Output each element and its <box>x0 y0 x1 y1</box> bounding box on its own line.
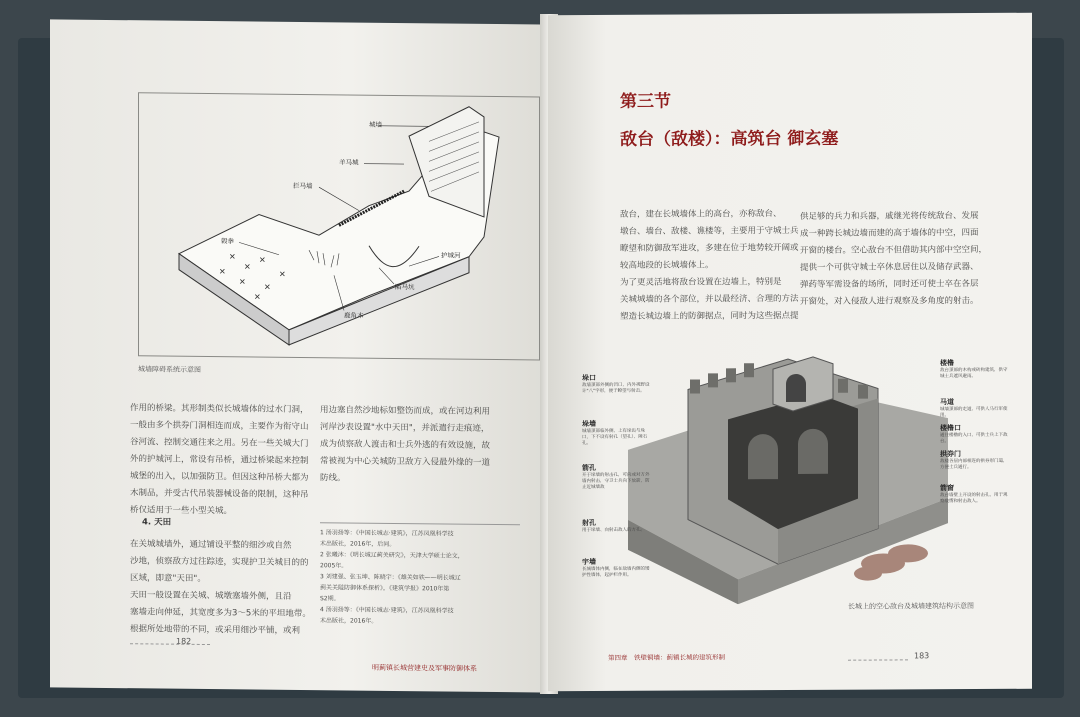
diagram-label-title: 宇墙 <box>582 558 596 567</box>
diagram-label-title: 箭窗 <box>940 484 954 493</box>
right-page <box>548 13 1032 692</box>
diagram-label-desc: 通往楼橹的入口，可供士兵上下敌台。 <box>940 432 1008 445</box>
diagram-label-desc: 用于垛墙、向射击敌人的方孔。 <box>582 527 645 534</box>
section-subtitle: 敌台（敌楼）：高筑台 御玄塞 <box>620 128 839 150</box>
running-footer-right: 第四章 铁壁铜墙：蓟镇长城的建筑形制 <box>608 653 725 662</box>
text-line: 墩台、墙台、敌楼、谯楼等，主要用于守城士兵 <box>620 225 799 237</box>
text-line: 用边塞自然沙地标如整饬而成，或在河边利用 <box>320 405 491 417</box>
label-outer-wall: 羊马城 <box>339 158 359 167</box>
text-line: 术出版社，2016年。 <box>320 617 378 625</box>
text-line: 敌台，建在长城墙体上的高台，亦称敌台、 <box>620 209 782 220</box>
svg-text:✕: ✕ <box>264 282 271 292</box>
text-line: 区域，即意"天田"。 <box>130 573 206 585</box>
diagram-label-desc: 城墙顶部的走道，可供人马行军使用。 <box>940 406 1008 419</box>
text-line: 3 刘建强、张玉坤、陈晓宇：《雄关如铁——明长城辽 <box>320 573 461 582</box>
label-horse-barrier: 拦马墙 <box>293 181 313 191</box>
text-line: 沙地，侦察敌方过往踪迹，实现护卫关城目的的 <box>130 556 309 569</box>
footnote-rule <box>320 522 520 525</box>
left-col2-text <box>320 402 530 489</box>
text-line: 为了更灵活地将敌台设置在边墙上，特别是 <box>620 277 782 288</box>
diagram-label-title: 垛口 <box>582 374 596 383</box>
text-line: 开窗处，对入侵敌人进行观察及多角度的射击。 <box>800 296 979 307</box>
text-line: 瞭望和防御敌军进攻，多建在位于地势较开阔或 <box>620 242 799 254</box>
text-line: S2期。 <box>320 595 340 603</box>
folio-rule-right <box>848 659 908 661</box>
diagram-label-title: 楼橹口 <box>940 424 961 433</box>
diagram-label-desc: 开于垛墙的射击孔，可向或对方外墙内射击，守卫士兵向下放箭，防止近城墙敌 <box>582 472 650 491</box>
diagram-label-title: 箭孔 <box>582 464 596 473</box>
text-line: 防线。 <box>320 473 346 484</box>
svg-text:✕: ✕ <box>229 252 236 262</box>
diagram-label-title: 射孔 <box>582 519 596 528</box>
diagram-label-desc: 城墙顶部临外侧，上有垛齿与垛口，下不设有射孔（望孔）、障石孔。 <box>582 428 648 447</box>
diagram-label-title: 楼橹 <box>940 359 954 368</box>
text-line: 谷河流、控制交通往来之用。另在一些关城大门 <box>130 437 309 450</box>
text-line: 一般由多个拱券门洞相连而成，主要作为衔守山 <box>130 420 309 433</box>
text-line: 常被视为中心关城防卫敌方入侵最外缘的一道 <box>320 456 491 468</box>
text-line: 桥仅适用于一些小型关城。 <box>130 505 233 517</box>
text-line: 开窗的楼台。空心敌台不但借助其内部中空空间， <box>800 244 988 256</box>
right-col1-text <box>620 206 810 326</box>
left-page <box>50 19 552 692</box>
text-line: 城堡的出入，以加强防卫。但因这种吊桥大都为 <box>130 471 309 484</box>
diagram-label-title: 拱券门 <box>940 450 961 459</box>
text-line: 2005年。 <box>320 562 348 570</box>
text-line: 蓟关关隘防御体系探析》，《建筑学报》2010年第 <box>320 584 450 593</box>
section-heading-tiantian: 4. 天田 <box>142 517 172 528</box>
text-line: 天田一般设置在关城、城墩塞墙外侧，且沿 <box>130 590 292 602</box>
text-line: 较高地段的长城墙体上。 <box>620 260 714 271</box>
text-line: 2 张曦沐：《明长城辽蓟关研究》，天津大学硕士论文， <box>320 551 464 560</box>
page-number-right: 183 <box>914 651 930 661</box>
right-col2-text <box>800 208 1005 311</box>
diagram-label-desc: 敌墙顶部外侧的凹口，内外视野设计"八"字形，便于瞭望与射击。 <box>582 382 650 395</box>
text-line: 外的护城河上，常设有吊桥，通过桥梁起来控制 <box>130 454 309 467</box>
left-col1b-text <box>130 536 340 640</box>
text-line: 塑造长城边墙上的防御据点，同时为这些据点提 <box>620 310 799 322</box>
page-number-left: 182 <box>176 636 192 646</box>
figure-caption-right: 长城上的空心敌台及城墙建筑结构示意图 <box>848 602 974 611</box>
label-caltrops: 榖拳 <box>221 237 234 246</box>
barrier-system-figure <box>138 92 540 360</box>
text-line: 4 汤羽扬等：《中国长城志·建筑》，江苏凤凰科学技 <box>320 606 454 615</box>
left-col1-text <box>130 400 340 521</box>
svg-text:✕: ✕ <box>254 292 261 302</box>
diagram-label-desc: 敌楼各层内部相连的拱券形门道，方便士兵通行。 <box>940 458 1008 471</box>
text-line: 提供一个可供守城士卒休息居住以及储存武器、 <box>800 262 979 273</box>
footnotes <box>320 527 530 628</box>
text-line: 成为侦察敌人渡击和士兵外逃的有效设施，故 <box>320 439 491 451</box>
text-line: 根据所处地带的不同，或采用细沙平铺，或利 <box>130 624 301 636</box>
svg-text:✕: ✕ <box>279 269 286 279</box>
text-line: 塞墙走向伸延，其宽度多为3～5米的平坦地带。 <box>130 607 311 620</box>
watchtower-illustration <box>628 348 948 605</box>
label-horse-pit: 陷马坑 <box>395 282 415 292</box>
text-line: 术出版社，2016年，后同。 <box>320 540 396 548</box>
diagram-label-desc: 敌台顶部的木构或砖构建筑，供守城士兵遮风避雨。 <box>940 367 1008 380</box>
text-line: 木制品，并受古代吊装器械设备的限制，这种吊 <box>130 488 309 501</box>
text-line: 供足够的兵力和兵器，戚继光将传统敌台、发展 <box>800 211 979 222</box>
barrier-system-illustration <box>139 93 539 359</box>
text-line: 弹药等军需设备的场所，同时还可使士卒在各层 <box>800 279 979 290</box>
svg-text:✕: ✕ <box>244 262 251 272</box>
text-line: 关城城墙的各个部位，并以最经济、合理的方法 <box>620 293 799 305</box>
section-title: 第三节 <box>620 91 671 112</box>
running-footer-left: 明蓟镇长城营建史及军事防御体系 <box>372 663 477 673</box>
svg-text:✕: ✕ <box>259 255 266 265</box>
diagram-label-title: 垛墙 <box>582 420 596 429</box>
svg-text:✕: ✕ <box>219 267 226 277</box>
text-line: 1 汤羽扬等：《中国长城志·建筑》，江苏凤凰科学技 <box>320 529 454 538</box>
label-moat: 护城河 <box>441 251 461 260</box>
label-wall: 城墙 <box>369 120 382 129</box>
diagram-label-desc: 敌台墙壁上开设的射击孔，用于观察敌情和射击敌人。 <box>940 492 1008 505</box>
diagram-label-title: 马道 <box>940 398 954 407</box>
diagram-label-desc: 长城墙体内侧，临在敌墙内侧的矮护性墙体，起护栏作用。 <box>582 566 650 579</box>
text-line: 作用的桥梁。其形制类似长城墙体的过水门洞， <box>130 403 309 416</box>
text-line: 河岸沙表设置"水中天田"，并派遣行走痕迹， <box>320 422 490 434</box>
text-line: 在关城城墙外，通过铺设平整的细沙或自然 <box>130 539 292 551</box>
svg-text:✕: ✕ <box>239 277 246 287</box>
text-line: 成一种跨长城边墙而建的高于墙体的中空，四面 <box>800 228 979 239</box>
folio-rule <box>130 643 210 646</box>
figure-caption-left: 城墙障碍系统示意图 <box>138 365 201 374</box>
label-antler-stakes: 鹿角木 <box>344 311 364 320</box>
